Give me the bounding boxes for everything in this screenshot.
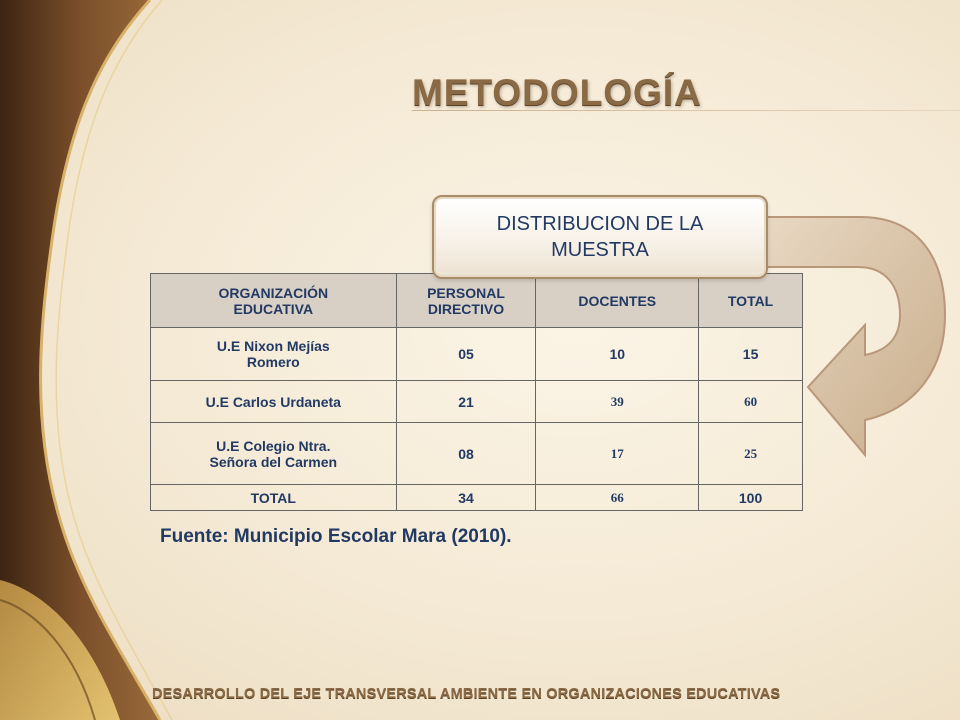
table-row bbox=[151, 423, 803, 485]
cell-text: U.E Nixon Mejías bbox=[216, 338, 330, 354]
table-row bbox=[151, 328, 803, 381]
cell-docentes: 66 bbox=[536, 485, 699, 511]
sample-distribution-box bbox=[432, 195, 768, 279]
cell-total: 15 bbox=[699, 328, 803, 381]
cell-total: 60 bbox=[699, 381, 803, 423]
header-line: DIRECTIVO bbox=[427, 300, 505, 317]
cell-docentes: 10 bbox=[536, 328, 699, 381]
cell-text: Romero bbox=[246, 354, 300, 370]
header-organizacion bbox=[151, 274, 397, 328]
header-line: PERSONAL bbox=[427, 284, 505, 301]
cell-organizacion: U.E Carlos Urdaneta bbox=[151, 381, 397, 423]
source-note: Fuente: Municipio Escolar Mara (2010). bbox=[160, 526, 512, 547]
header-total bbox=[699, 274, 803, 328]
header-line: EDUCATIVA bbox=[233, 300, 314, 317]
footer-text: DESARROLLO DEL EJE TRANSVERSAL AMBIENTE EN ORGANIZACIONES EDUCATIVAS bbox=[152, 686, 781, 702]
table-row-total bbox=[151, 485, 803, 511]
cell-directivo: 21 bbox=[396, 381, 536, 423]
cell-organizacion: TOTAL bbox=[151, 485, 397, 511]
table-row bbox=[151, 381, 803, 423]
cell-directivo: 08 bbox=[396, 423, 536, 485]
cell-directivo: 05 bbox=[396, 328, 536, 381]
sample-table bbox=[150, 273, 803, 511]
cell-text: Señora del Carmen bbox=[209, 453, 338, 470]
header-line: ORGANIZACIÓN bbox=[218, 284, 329, 301]
header-personal-directivo bbox=[396, 274, 536, 328]
cell-organizacion bbox=[151, 423, 397, 485]
cell-total: 100 bbox=[699, 485, 803, 511]
table-header-row bbox=[151, 274, 803, 328]
header-line: TOTAL bbox=[727, 292, 774, 309]
cell-directivo: 34 bbox=[396, 485, 536, 511]
cell-text: U.E Colegio Ntra. bbox=[216, 437, 331, 454]
cell-total: 25 bbox=[699, 423, 803, 485]
header-line: DOCENTES bbox=[578, 292, 657, 309]
header-docentes bbox=[536, 274, 699, 328]
page-title: METODOLOGÍA bbox=[412, 72, 702, 113]
sample-box-line1: DISTRIBUCION DE LA bbox=[496, 213, 704, 235]
cell-organizacion bbox=[151, 328, 397, 381]
cell-docentes: 39 bbox=[536, 381, 699, 423]
cell-docentes: 17 bbox=[536, 423, 699, 485]
sample-box-line2: MUESTRA bbox=[551, 239, 649, 261]
